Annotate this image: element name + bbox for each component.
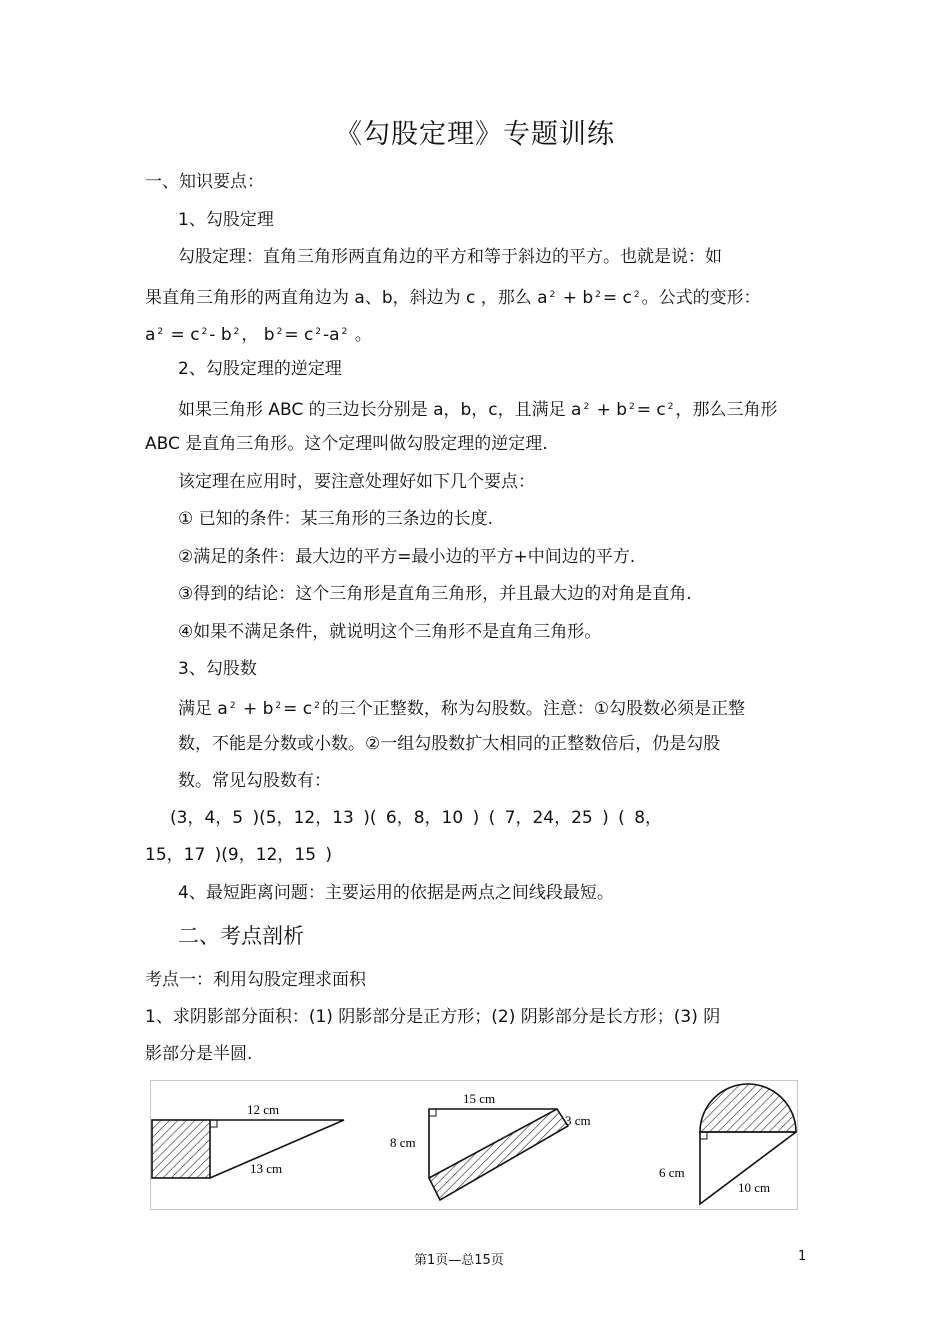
superscript: 2 <box>314 701 320 711</box>
superscript: 2 <box>201 327 208 337</box>
section-heading-analysis: 二、考点剖析 <box>178 924 304 948</box>
superscript: 2 <box>667 402 674 412</box>
theorem-line-3 <box>145 320 372 347</box>
shaded-semicircle <box>700 1084 796 1132</box>
text-run: + b <box>557 288 594 308</box>
superscript: 2 <box>157 327 164 337</box>
converse-line-2: ABC 是直角三角形。这个定理叫做勾股定理的逆定理. <box>145 434 548 454</box>
text-run: - b <box>209 325 232 345</box>
superscript: 2 <box>315 327 322 337</box>
label-12cm: 12 cm <box>247 1102 280 1117</box>
subheading-triples: 3、勾股数 <box>178 659 257 679</box>
superscript: 2 <box>549 290 556 300</box>
right-angle-mark <box>429 1109 436 1116</box>
superscript: 2 <box>595 290 601 300</box>
converse-line-1 <box>178 395 778 422</box>
shaded-square <box>152 1120 210 1178</box>
question-1-line-1: 1、求阴影部分面积：(1) 阴影部分是正方形；(2) 阴影部分是长方形；(3) 阴 <box>145 1007 721 1027</box>
area-figures <box>150 1080 798 1210</box>
text-run: = c <box>283 699 313 719</box>
label-8cm: 8 cm <box>390 1135 416 1150</box>
label-3cm: 3 cm <box>565 1113 591 1128</box>
superscript: 2 <box>233 327 240 337</box>
text-run: = c <box>636 400 666 420</box>
right-angle-mark <box>210 1120 217 1127</box>
superscript: 2 <box>276 327 283 337</box>
subheading-converse: 2、勾股定理的逆定理 <box>178 359 342 379</box>
text-run: 。公式的变形： <box>641 288 761 308</box>
label-6cm: 6 cm <box>659 1165 685 1180</box>
page-footer-label: 第1页—总15页 <box>414 1253 504 1268</box>
text-run: a <box>145 325 156 345</box>
text-run: ，那么三角形 <box>675 400 778 420</box>
converse-line-3: 该定理在应用时，要注意处理好如下几个要点： <box>178 472 535 492</box>
figure-2-rectangle <box>390 1091 591 1200</box>
superscript: 2 <box>633 290 640 300</box>
triples-list-line-1: (3，4，5 )(5，12，13 )( 6，8，10 ) ( 7，24，25 ) ( 8， <box>170 808 663 828</box>
converse-point-4: ④如果不满足条件，就说明这个三角形不是直角三角形。 <box>178 622 602 642</box>
label-15cm: 15 cm <box>463 1091 496 1106</box>
superscript: 2 <box>583 402 590 412</box>
text-run: 的三个正整数，称为勾股数。注意：①勾股数必须是正整 <box>321 699 746 719</box>
text-run: 果直角三角形的两直角边为 a、b，斜边为 c ，那么 a <box>145 288 548 308</box>
subheading-theorem: 1、勾股定理 <box>178 210 274 230</box>
question-1-line-2: 影部分是半圆. <box>145 1044 253 1064</box>
page-title: 《勾股定理》专题训练 <box>335 119 615 150</box>
text-run: 如果三角形 ABC 的三边长分别是 a，b，c，且满足 a <box>178 400 582 420</box>
superscript: 2 <box>275 701 282 711</box>
right-angle-mark <box>700 1132 707 1139</box>
superscript: 2 <box>229 701 236 711</box>
shaded-rectangle <box>429 1109 568 1200</box>
superscript: 2 <box>629 402 635 412</box>
converse-point-3: ③得到的结论：这个三角形是直角三角形，并且最大边的对角是直角. <box>178 584 692 604</box>
theorem-line-2 <box>145 283 761 310</box>
converse-point-2: ②满足的条件：最大边的平方=最小边的平方+中间边的平方. <box>178 547 636 567</box>
text-run: + b <box>237 699 274 719</box>
kaodian-1-heading: 考点一：利用勾股定理求面积 <box>145 970 366 990</box>
figure-3-semicircle <box>659 1084 796 1204</box>
text-run: = c <box>165 325 200 345</box>
converse-point-1: ① 已知的条件：某三角形的三条边的长度. <box>178 509 494 529</box>
label-10cm: 10 cm <box>738 1180 771 1195</box>
triples-line-2: 数，不能是分数或小数。②一组勾股数扩大相同的正整数倍后，仍是勾股 <box>178 734 721 754</box>
theorem-line-1: 勾股定理：直角三角形两直角边的平方和等于斜边的平方。也就是说：如 <box>178 247 722 267</box>
figure-1-square <box>152 1102 344 1178</box>
triples-line-3: 数。常见勾股数有： <box>178 771 331 791</box>
section-heading-knowledge: 一、知识要点： <box>145 172 264 192</box>
subheading-shortest-distance: 4、最短距离问题：主要运用的依据是两点之间线段最短。 <box>178 883 614 903</box>
label-13cm: 13 cm <box>250 1161 283 1176</box>
superscript: 2 <box>341 327 348 337</box>
text-run: 。 <box>349 325 372 345</box>
triples-line-1 <box>178 694 745 721</box>
text-run: ， b <box>241 325 275 345</box>
triples-list-line-2: 15，17 )(9，12，15 ) <box>145 845 333 865</box>
text-run: + b <box>591 400 628 420</box>
text-run: = c <box>602 288 632 308</box>
text-run: -a <box>323 325 340 345</box>
page-number: 1 <box>798 1249 807 1264</box>
text-run: 满足 a <box>178 699 228 719</box>
text-run: = c <box>284 325 314 345</box>
